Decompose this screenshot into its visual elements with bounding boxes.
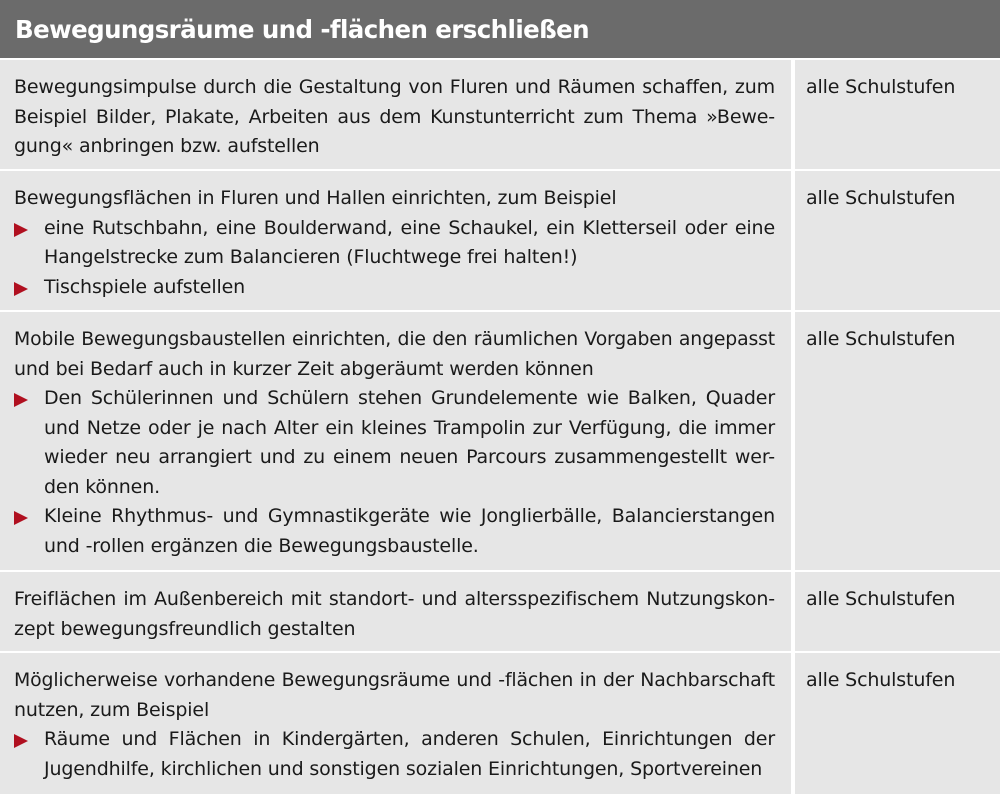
level-cell	[795, 171, 1000, 310]
measure-text: Beispiel Bilder, Plakate, Arbeiten aus dem Kunstunterricht zum Thema »Bewe-	[14, 105, 775, 128]
school-level: alle Schulstufen	[806, 76, 956, 98]
measure-cell	[0, 572, 791, 651]
school-level: alle Schulstufen	[806, 588, 956, 610]
bullet-text: eine Rutschbahn, eine Boulderwand, eine Schaukel, ein Kletterseil oder eine	[44, 216, 775, 239]
level-cell	[795, 653, 1000, 794]
bullet-text: Kleine Rhythmus- und Gymnastikgeräte wie Jonglierbälle, Balancierstangen	[44, 505, 775, 527]
measure-text: Mobile Bewegungsbaustellen einrichten, die den räumlichen Vorgaben angepasst	[14, 329, 775, 350]
measure-text: nutzen, zum Beispiel	[14, 698, 210, 721]
measure-text: Freiflächen im Außenbereich mit standort- und altersspezifischem Nutzungskon-	[14, 588, 775, 610]
table-row	[0, 653, 1000, 794]
measure-cell	[0, 60, 791, 169]
bullet-text: wieder neu arrangiert und zu einem neuen Parcours zusammengestellt wer-	[44, 446, 775, 468]
bullet-text: Jugendhilfe, kirchlichen und sonstigen sozialen Einrichtungen, Sportvereinen	[44, 757, 763, 780]
level-cell	[795, 60, 1000, 169]
bullet-text: den können.	[44, 475, 160, 498]
level-cell	[795, 572, 1000, 651]
measure-text: gung« anbringen bzw. aufstellen	[14, 135, 320, 157]
bullet-item	[14, 384, 775, 502]
table-row	[0, 171, 1000, 310]
red-triangle-bullet-icon	[14, 393, 28, 407]
measure-cell	[0, 312, 791, 570]
measure-cell	[0, 171, 791, 310]
table-row	[0, 60, 1000, 169]
school-level: alle Schulstufen	[806, 328, 956, 350]
measure-cell	[0, 653, 791, 794]
bullet-item	[14, 273, 775, 303]
level-cell	[795, 312, 1000, 570]
bullet-text: Den Schülerinnen und Schülern stehen Grundelemente wie Balken, Quader	[44, 387, 775, 409]
measure-text: Bewegungsimpulse durch die Gestaltung von Fluren und Räumen schaffen, zum	[14, 76, 775, 98]
red-triangle-bullet-icon	[14, 734, 28, 748]
bullet-item	[14, 725, 775, 784]
table-header	[0, 0, 1000, 58]
bullet-text: Räume und Flächen in Kindergärten, anderen Schulen, Einrichtungen der	[44, 728, 775, 750]
table-title: Bewegungsräume und -flächen erschließen	[15, 15, 590, 44]
bullet-item	[14, 214, 775, 273]
school-level: alle Schulstufen	[806, 669, 956, 691]
table-row	[0, 312, 1000, 570]
bullet-text: und Netze oder je nach Alter ein kleines Trampolin zur Verfügung, die immer	[44, 416, 775, 439]
bullet-text: und -rollen ergänzen die Bewegungsbaustelle.	[44, 534, 479, 557]
bullet-text: Hangelstrecke zum Balancieren (Fluchtwege frei halten!)	[44, 246, 578, 268]
measure-text: Bewegungsflächen in Fluren und Hallen einrichten, zum Beispiel	[14, 187, 617, 209]
bullet-item	[14, 502, 775, 561]
red-triangle-bullet-icon	[14, 282, 28, 296]
measure-text: zept bewegungsfreundlich gestalten	[14, 617, 356, 640]
bullet-text: Tischspiele aufstellen	[44, 275, 246, 298]
measure-text: und bei Bedarf auch in kurzer Zeit abgeräumt werden können	[14, 357, 594, 380]
table-row	[0, 572, 1000, 651]
red-triangle-bullet-icon	[14, 223, 28, 237]
measure-text: Möglicherweise vorhandene Bewegungsräume und -flächen in der Nachbarschaft	[14, 669, 775, 691]
red-triangle-bullet-icon	[14, 511, 28, 525]
school-level: alle Schulstufen	[806, 187, 956, 209]
